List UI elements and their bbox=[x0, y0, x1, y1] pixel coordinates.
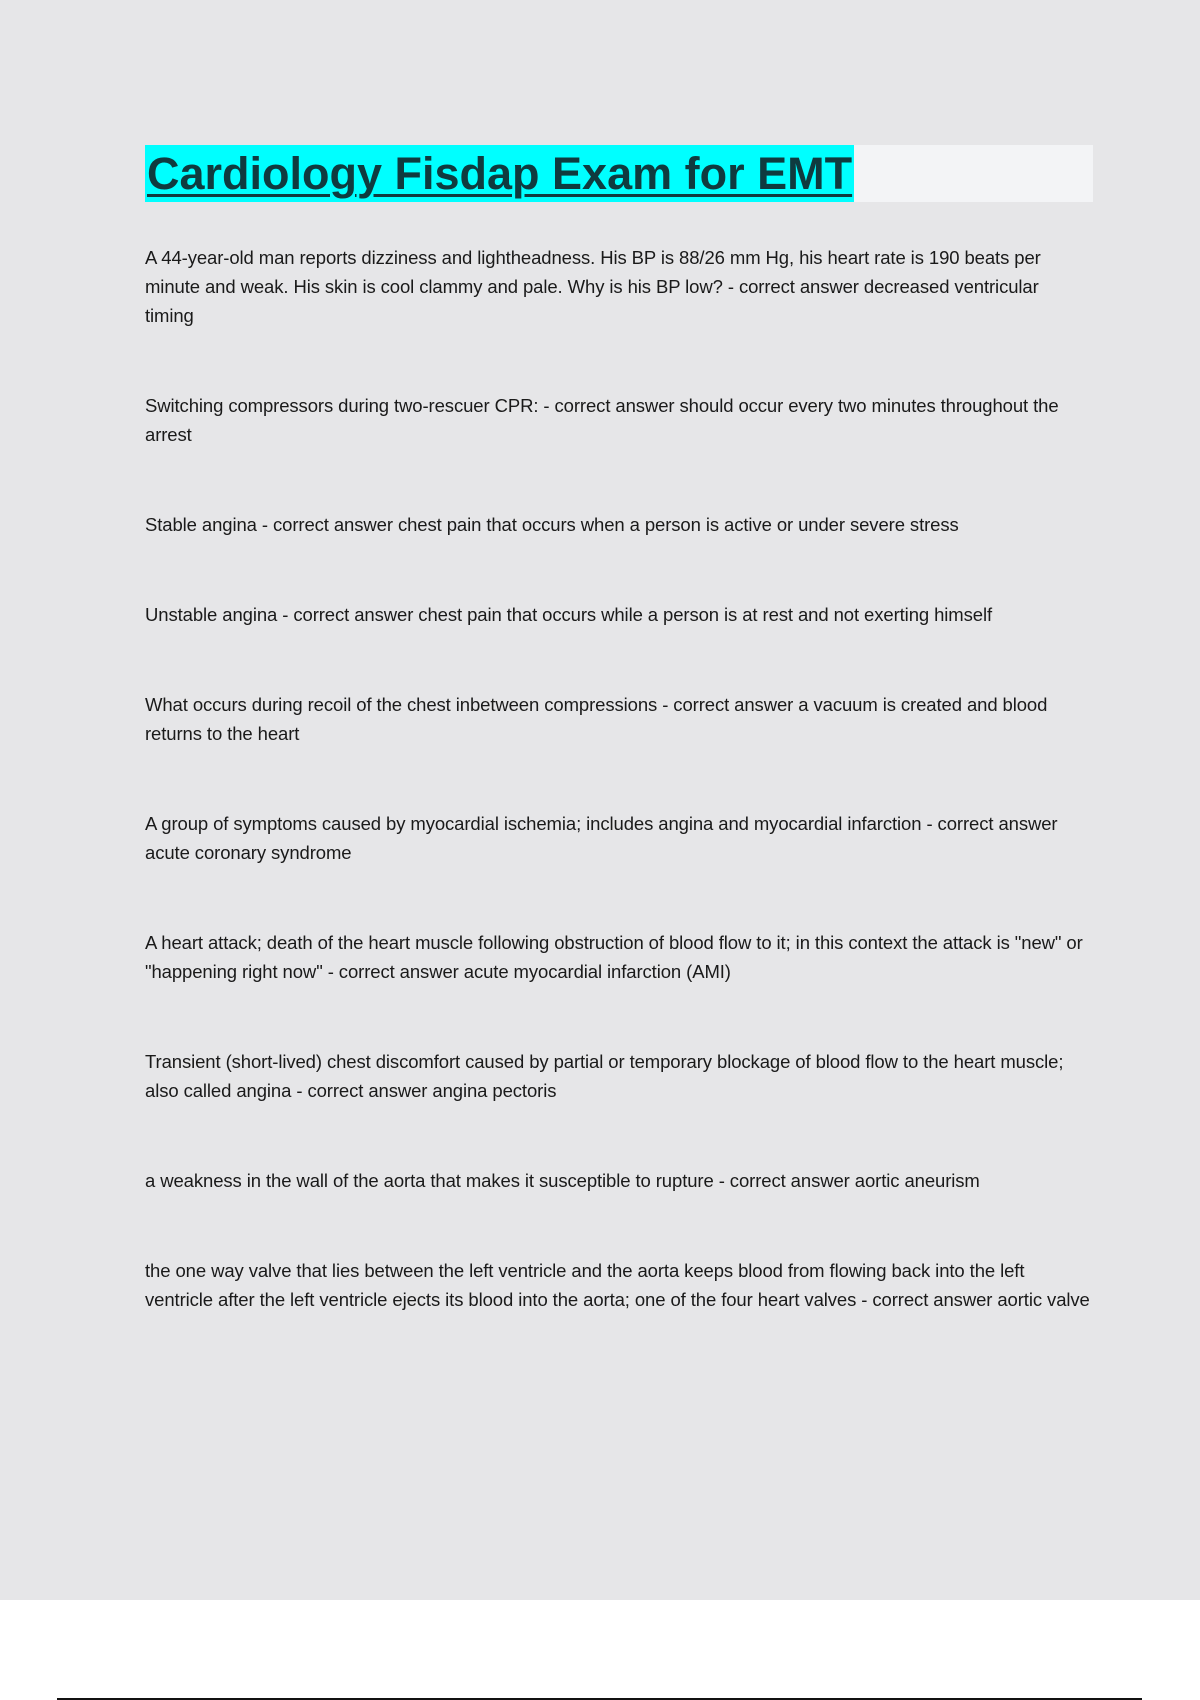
qa-list bbox=[145, 243, 1090, 1375]
qa-item: A heart attack; death of the heart muscle following obstruction of blood flow to it; in this context the attack is "new" or "happening right now" - correct answer acute myocardial infarction (AMI) bbox=[145, 932, 1083, 982]
qa-item: Unstable angina - correct answer chest pain that occurs while a person is at rest and not exerting himself bbox=[145, 604, 993, 625]
document-title: Cardiology Fisdap Exam for EMT bbox=[145, 145, 854, 202]
qa-item: Stable angina - correct answer chest pain that occurs when a person is active or under severe stress bbox=[145, 514, 959, 535]
qa-item: A 44-year-old man reports dizziness and lightheadness. His BP is 88/26 mm Hg, his heart rate is 190 beats per minute and weak. His skin is cool clammy and pale. Why is his BP low? - correct answer decreased ventricular timing bbox=[145, 247, 1041, 326]
qa-item: What occurs during recoil of the chest inbetween compressions - correct answer a vacuum is created and blood returns to the heart bbox=[145, 694, 1048, 744]
qa-item: A group of symptoms caused by myocardial ischemia; includes angina and myocardial infarction - correct answer acute coronary syndrome bbox=[145, 813, 1058, 863]
qa-item: Switching compressors during two-rescuer CPR: - correct answer should occur every two minutes throughout the arrest bbox=[145, 395, 1059, 445]
qa-item: a weakness in the wall of the aorta that makes it susceptible to rupture - correct answer aortic aneurism bbox=[145, 1170, 980, 1191]
qa-item: Transient (short-lived) chest discomfort caused by partial or temporary blockage of blood flow to the heart muscle; also called angina - correct answer angina pectoris bbox=[145, 1051, 1064, 1101]
qa-item: the one way valve that lies between the left ventricle and the aorta keeps blood from flowing back into the left ventricle after the left ventricle ejects its blood into the aorta; one of the four heart valves - correct answer aortic valve bbox=[145, 1260, 1090, 1310]
